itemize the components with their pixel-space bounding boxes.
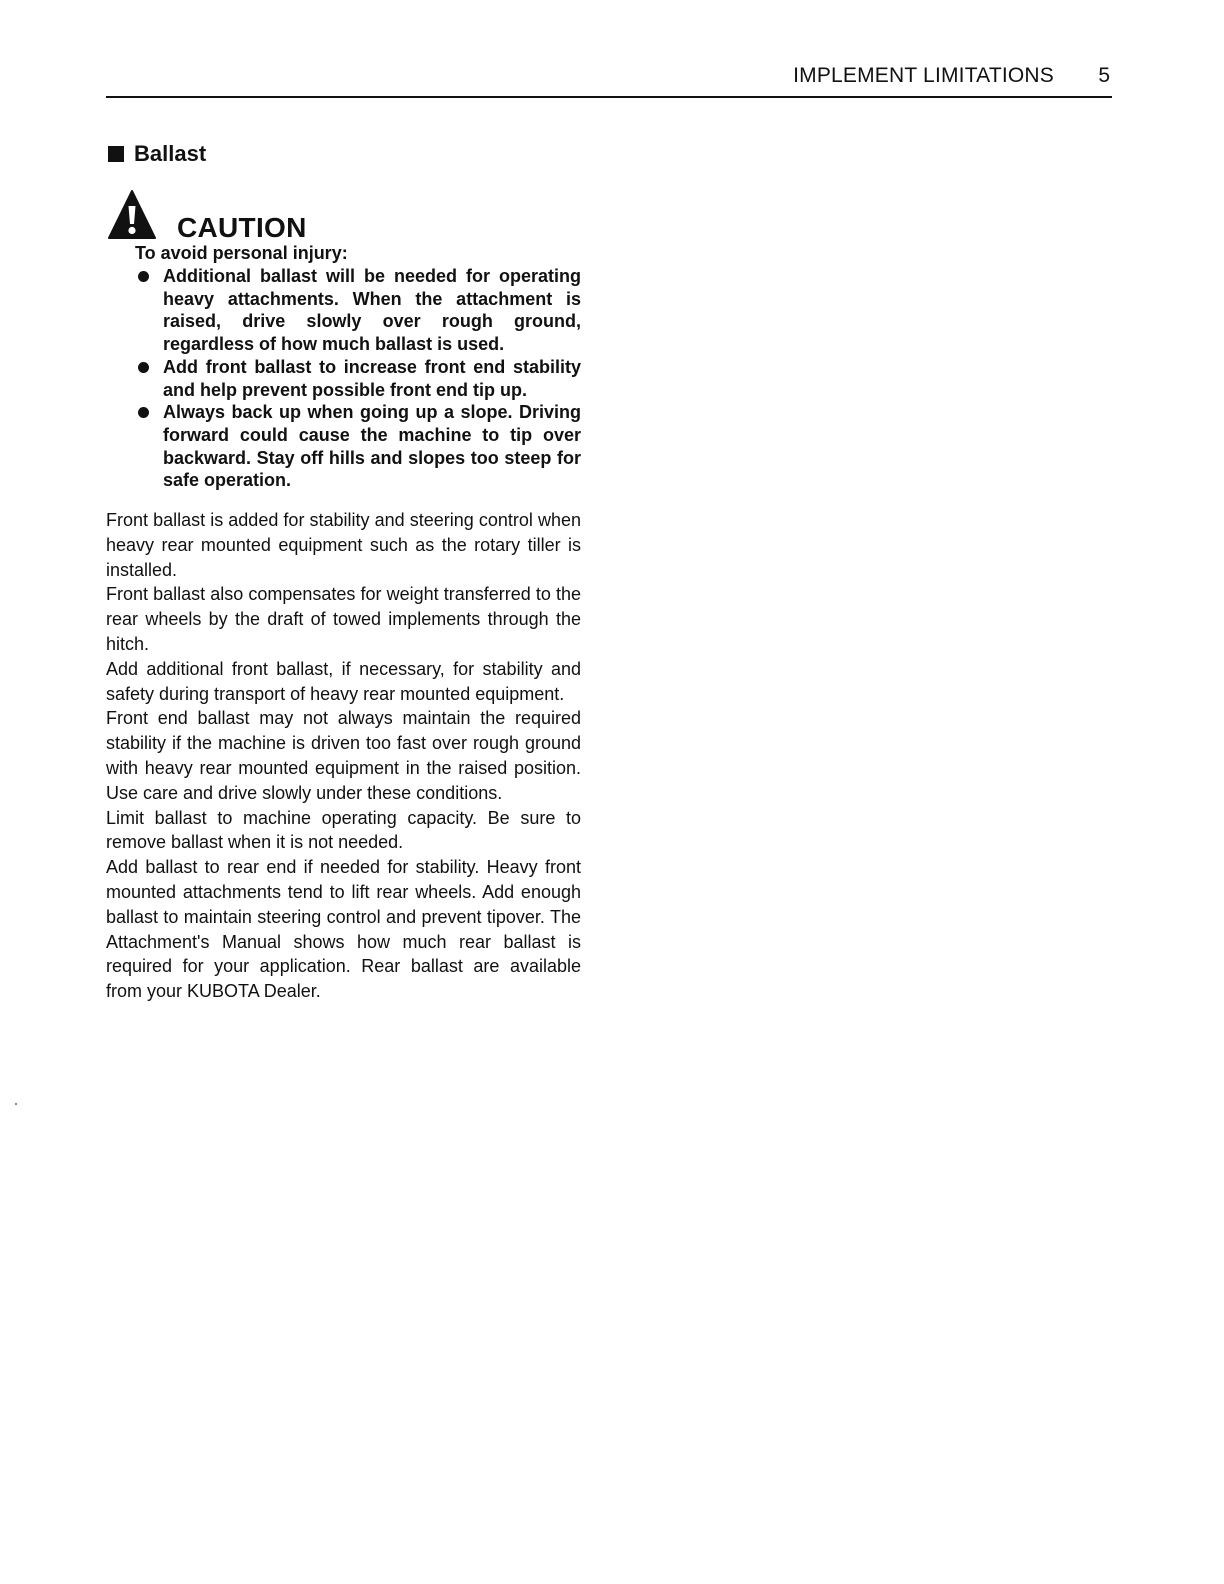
scan-artifact (15, 1103, 17, 1105)
caution-header (107, 188, 581, 244)
body-text (106, 508, 581, 1004)
caution-label: CAUTION (177, 212, 307, 243)
body-paragraph: Limit ballast to machine operating capacity. Be sure to remove ballast when it is not needed. (106, 807, 581, 853)
caution-box (107, 188, 581, 491)
round-bullet-icon (138, 271, 149, 282)
page-header (106, 62, 1112, 98)
round-bullet-icon (138, 362, 149, 373)
caution-list (135, 265, 581, 492)
caution-item (135, 265, 581, 356)
caution-item (135, 356, 581, 401)
round-bullet-icon (138, 407, 149, 418)
body-paragraph: Add additional front ballast, if necessary, for stability and safety during transport of heavy rear mounted equipment. (106, 658, 581, 704)
body-paragraph: Add ballast to rear end if needed for stability. Heavy front mounted attachments tend to lift rear wheels. Add enough ballast to maintain steering control and prevent tipover. The Attachment's Manual shows how much rear ballast is required for your application. Rear ballast are available from your KUBOTA Dealer. (106, 857, 581, 1002)
header-title: IMPLEMENT LIMITATIONS (793, 64, 1054, 87)
caution-item (135, 401, 581, 492)
section-title: Ballast (134, 141, 207, 166)
body-paragraph: Front end ballast may not always maintain the required stability if the machine is driven too fast over rough ground with heavy rear mounted equipment in the raised position. Use care and drive slowly under these conditions. (106, 708, 581, 803)
body-paragraph: Front ballast also compensates for weight transferred to the rear wheels by the draft of towed implements through the hitch. (106, 584, 581, 654)
section-heading (108, 141, 206, 167)
warning-triangle-icon (107, 188, 157, 240)
caution-item-text: Add front ballast to increase front end stability and help prevent possible front end tip up. (163, 356, 581, 400)
caution-intro: To avoid personal injury: (135, 243, 348, 263)
body-paragraph: Front ballast is added for stability and steering control when heavy rear mounted equipment such as the rotary tiller is installed. (106, 510, 581, 580)
square-bullet-icon (108, 146, 124, 162)
caution-item-text: Always back up when going up a slope. Driving forward could cause the machine to tip over backward. Stay off hills and slopes too steep for safe operation. (163, 402, 581, 491)
page-number: 5 (1098, 64, 1110, 87)
caution-item-text: Additional ballast will be needed for operating heavy attachments. When the attachment is raised, drive slowly over rough ground, regardless of how much ballast is used. (163, 266, 581, 355)
